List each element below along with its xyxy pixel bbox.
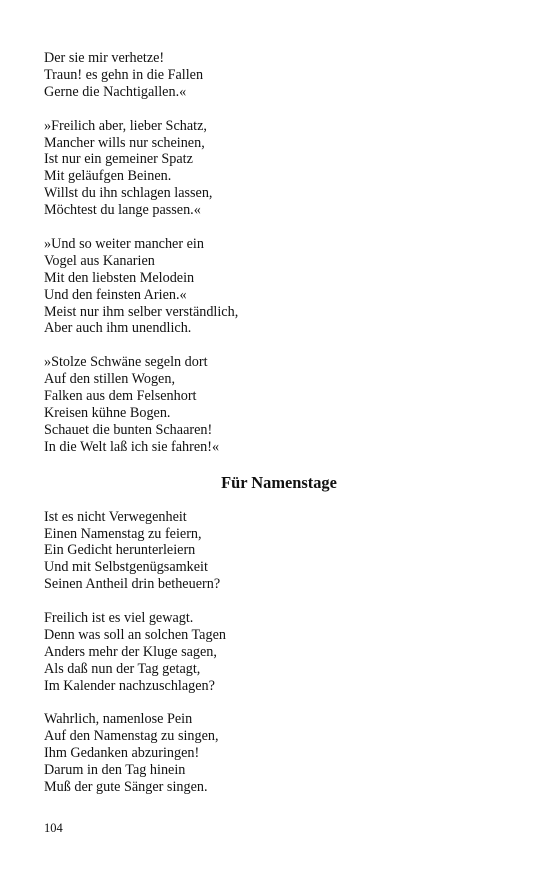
verse-line: Einen Namenstag zu feiern, (44, 525, 202, 542)
page-body (44, 50, 514, 813)
verse-line: Ihm Gedanken abzuringen! (44, 745, 200, 762)
verse-line: Wahrlich, namenlose Pein (44, 711, 193, 728)
stanza (44, 236, 514, 337)
verse-line: Mancher wills nur scheinen, (44, 134, 205, 151)
verse-line: Und mit Selbstgenügsamkeit (44, 559, 208, 576)
verse-line: Gerne die Nachtigallen.« (44, 83, 187, 100)
poem-continued (44, 50, 514, 456)
verse-line: »Freilich aber, lieber Schatz, (44, 117, 207, 134)
verse-line: Denn was soll an solchen Tagen (44, 626, 226, 643)
stanza (44, 711, 514, 796)
verse-line: Traun! es gehn in die Fallen (44, 66, 204, 83)
verse-line: »Stolze Schwäne segeln dort (44, 354, 208, 371)
verse-line: Ist nur ein gemeiner Spatz (44, 151, 193, 168)
verse-line: Auf den stillen Wogen, (44, 371, 175, 388)
stanza (44, 610, 514, 695)
verse-line: Seinen Antheil drin betheuern? (44, 576, 221, 593)
verse-line: Willst du ihn schlagen lassen, (44, 185, 213, 202)
verse-line: Als daß nun der Tag getagt, (44, 660, 201, 677)
verse-line: Mit geläufgen Beinen. (44, 168, 172, 185)
verse-line: »Und so weiter mancher ein (44, 235, 204, 252)
verse-line: Meist nur ihm selber verständlich, (44, 303, 239, 320)
verse-line: Freilich ist es viel gewagt. (44, 610, 194, 627)
verse-line: Aber auch ihm unendlich. (44, 320, 192, 337)
verse-line: Ist es nicht Verwegenheit (44, 508, 187, 525)
verse-line: Der sie mir verhetze! (44, 50, 165, 66)
verse-line: Ein Gedicht herunterleiern (44, 542, 196, 559)
verse-line: Muß der gute Sänger singen. (44, 779, 208, 796)
page-number: 104 (44, 821, 63, 835)
verse-line: Anders mehr der Kluge sagen, (44, 643, 217, 660)
verse-line: Falken aus dem Felsenhort (44, 388, 197, 405)
verse-line: Im Kalender nachzuschlagen? (44, 677, 215, 694)
verse-line: Mit den liebsten Melodein (44, 269, 195, 286)
poem-title: Für Namenstage (221, 472, 337, 492)
verse-line: Vogel aus Kanarien (44, 252, 155, 269)
verse-line: Kreisen kühne Bogen. (44, 404, 171, 421)
stanza (44, 354, 514, 455)
verse-line: Schauet die bunten Schaaren! (44, 421, 213, 438)
verse-line: In die Welt laß ich sie fahren!« (44, 438, 220, 455)
stanza (44, 118, 514, 219)
stanza (44, 509, 514, 594)
poem-namenstage (44, 509, 514, 796)
verse-line: Möchtest du lange passen.« (44, 202, 201, 219)
stanza (44, 50, 514, 101)
verse-line: Auf den Namenstag zu singen, (44, 728, 219, 745)
verse-line: Darum in den Tag hinein (44, 762, 186, 779)
verse-line: Und den feinsten Arien.« (44, 286, 187, 303)
